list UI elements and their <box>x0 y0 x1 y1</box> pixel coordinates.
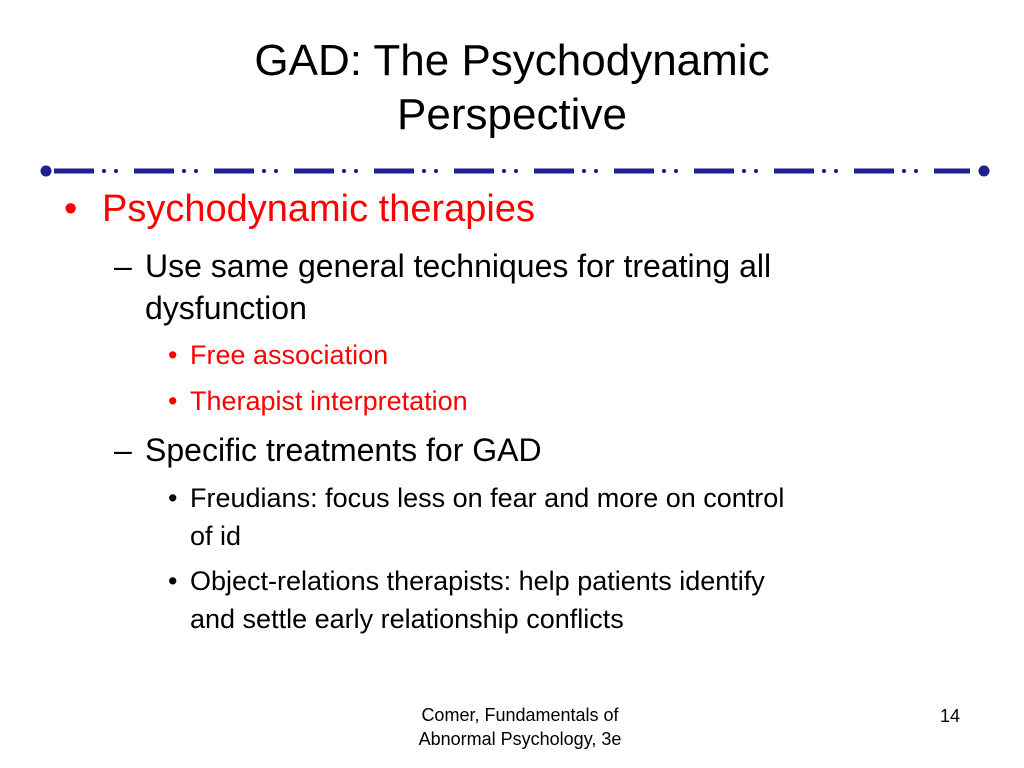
item-text-line-2: and settle early relationship conflicts <box>190 604 624 634</box>
subpoint-text: Specific treatments for GAD <box>145 432 542 468</box>
dash-marker: – <box>114 248 132 284</box>
dash-marker: – <box>114 432 132 468</box>
item-text: Therapist interpretation <box>190 386 468 416</box>
item-text-line-1: Object-relations therapists: help patients identify <box>190 566 765 596</box>
bullet-text: Psychodynamic therapies <box>102 188 535 230</box>
subpoint-text-line-2: dysfunction <box>145 290 307 326</box>
bullet-marker: • <box>64 188 78 230</box>
bullet-marker: • <box>168 566 178 596</box>
footer-source-line-1: Comer, Fundamentals of <box>421 705 619 725</box>
bullet-marker: • <box>168 483 178 513</box>
slide-title-line-2: Perspective <box>397 90 627 139</box>
footer-source <box>300 703 740 751</box>
item-text: Free association <box>190 340 389 370</box>
slide-title-line-1: GAD: The Psychodynamic <box>254 36 770 85</box>
slide-number: 14 <box>939 706 960 726</box>
footer-source-line-2: Abnormal Psychology, 3e <box>418 729 622 749</box>
bullet-marker: • <box>168 340 178 370</box>
subpoint-text-line-1: Use same general techniques for treating all <box>145 248 772 284</box>
item-text-line-2: of id <box>190 521 242 551</box>
bullet-marker: • <box>168 386 178 416</box>
item-text-line-1: Freudians: focus less on fear and more on control <box>190 483 785 513</box>
